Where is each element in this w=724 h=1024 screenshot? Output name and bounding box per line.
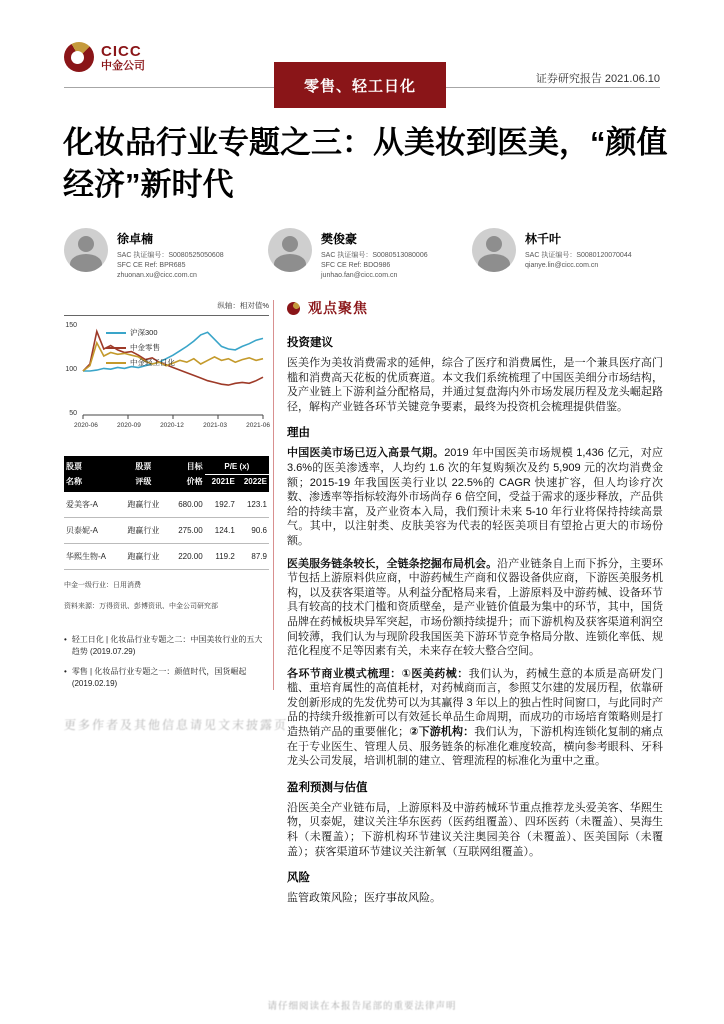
pe-2021: 192.7	[205, 492, 237, 518]
legend-item	[106, 342, 175, 353]
paragraph-reason-2: 医美服务链条较长，全链条挖掘布局机会。沿产业链条自上而下拆分，主要环节包括上游原料供应商，中游药械生产商和仪器设备供应商，下游医美服务机构，以及获客渠道等。从利益分配格局来看，上游原料及中游药械、设备环节具有较高的技术门槛和资质壁垒，是产业链价值最为集中的环节，其中，国货品牌在药械板块异军突起，市场份额持续提升；而下游机构及获客渠道利润空间较薄，我们认为与现阶段我国医美下游环节竞争格局分散、连锁化率低、规范化程度不足等因素有关，未来存在较大整合空间。	[287, 557, 664, 658]
col-header: 目标	[166, 456, 204, 474]
table-row	[64, 544, 269, 570]
x-tick: 2021-06	[246, 422, 270, 429]
stock-rating: 跑赢行业	[120, 492, 166, 518]
target-price: 680.00	[166, 492, 204, 518]
pe-2021: 119.2	[205, 544, 237, 570]
col-header: 股票	[64, 456, 120, 474]
analyst-name: 林千叶	[525, 232, 562, 246]
paragraph-investment-advice: 医美作为美妆消费需求的延伸，综合了医疗和消费属性，是一个兼具医疗高门槛和消费高天花板的优质赛道。本文我们系统梳理了中国医美细分市场结构，及产业链上下游利益分配格局，并通过复盘海内外市场发展历程及龙头崛起路径，解构产业链各环节关键竞争要素，最终为投资机会梳理提供借鉴。	[287, 357, 663, 413]
col-header: 2022E	[237, 474, 269, 492]
legend-label: 中金零售	[130, 343, 160, 352]
col-header: 名称	[64, 474, 120, 492]
performance-chart	[64, 322, 269, 438]
legend-label: 沪深300	[130, 328, 158, 337]
report-link: 零售 | 化妆品行业专题之一：颜值时代，国货崛起 (2019.02.19)	[71, 667, 247, 688]
chart-axis-note: 纵轴：相对值%	[217, 301, 269, 310]
x-tick: 2020-09	[117, 422, 141, 429]
paragraph-reason-3: 各环节商业模式梳理：①医美药械：我们认为，药械生意的本质是高研发门槛、重培育属性的高值耗材，对药械商而言，参照艾尔建的发展历程，依靠研发创新形成的先发优势可以为其赢得 3 年以上的独占性时间窗口，与此同时产品的持续升级推新可以有效延长单品生命周期，而成功的市场培育策略则是打造热销产品的重要催化；②下游机构：我们认为，下游机构连锁化复制的痛点在于专业医生、管理人员、服务链条的标准化难度较高，横向参考眼科、牙科龙头公司发展，培训机制的建立、管理流程的标准化为重中之重。	[287, 667, 663, 768]
analyst-photo	[64, 228, 108, 272]
heading-reason: 理由	[287, 427, 310, 440]
list-item	[64, 666, 269, 690]
table-row	[64, 492, 269, 518]
analyst-sac: SAC 执证编号：S0080120070044	[525, 252, 632, 259]
paragraph-risk: 监管政策风险；医疗事故风险。	[287, 892, 441, 905]
legend-item	[106, 357, 175, 368]
paragraph-reason-1: 中国医美市场已迈入高景气期。2019 年中国医美市场规模 1,436 亿元，对应 3.6%的医美渗透率，人均约 1.6 次的年复购频次及约 5,909 元的次均消费金额；2015-19 年我国医美行业以 22.5%的 CAGR 快速扩容，但人均诊疗次数、渗透率等指标较海外市场尚存 6 倍空间，受益于需求的逐步释放，产品供给的持续丰富，及产业资本入局，我们预计未来 5-10 年行业将保持持续高景气。其中，以注射类、皮肤美容为代表的轻医美项目有望抢占更大的市场份额。	[287, 447, 663, 547]
heading-investment-advice: 投资建议	[287, 337, 333, 349]
logo-text-cn: 中金公司	[101, 60, 145, 72]
analysts-row	[64, 228, 676, 281]
section-title: 观点聚焦	[308, 300, 368, 316]
paragraph-profit-forecast: 沿医美全产业链布局，上游原料及中游药械环节重点推荐龙头爱美客、华熙生物，贝泰妮，建议关注华东医药（医药组覆盖）、四环医药（未覆盖）、昊海生科（未覆盖）；下游机构环节建议关注奥园美谷（未覆盖）、医美国际（未覆盖）；获客渠道环节建议关注新氧（互联网组覆盖）。	[287, 801, 663, 858]
analyst-photo	[268, 228, 312, 272]
table-note-industry: 中金一级行业：日用消费	[64, 582, 141, 589]
main-content	[287, 298, 663, 914]
analyst-sfc: SFC CE Ref: BDO986	[321, 262, 391, 269]
col-header: 2021E	[205, 474, 237, 492]
analyst-email: zhuonan.xu@cicc.com.cn	[117, 272, 197, 279]
target-price: 220.00	[166, 544, 204, 570]
stock-rating: 跑赢行业	[120, 544, 166, 570]
chart-top-rule	[64, 315, 269, 316]
stock-name: 华熙生物-A	[64, 544, 120, 570]
x-tick: 2020-12	[160, 422, 184, 429]
y-tick: 50	[69, 410, 77, 417]
industry-banner: 零售、轻工日化	[274, 62, 446, 108]
pe-2022: 123.1	[237, 492, 269, 518]
section-header	[287, 298, 663, 318]
heading-risk: 风险	[287, 872, 310, 885]
sidebar	[63, 300, 289, 733]
col-header-pe: P/E (x)	[205, 456, 269, 474]
disclosure-watermark: 更多作者及其他信息请见文末披露页	[63, 718, 289, 732]
table-row	[64, 518, 269, 544]
pe-2022: 87.9	[237, 544, 269, 570]
cicc-logo-icon	[64, 42, 94, 72]
heading-profit-forecast: 盈利预测与估值	[287, 781, 368, 794]
analyst-sfc: SFC CE Ref: BPR685	[117, 262, 186, 269]
analyst-card	[472, 228, 676, 281]
legal-footer: 请仔细阅读在本报告尾部的重要法律声明	[267, 1001, 457, 1012]
pe-2022: 90.6	[237, 518, 269, 544]
analyst-sac: SAC 执证编号：S0080525050608	[117, 252, 224, 259]
analyst-name: 徐卓楠	[117, 232, 154, 246]
legend-swatch-lightindustry	[106, 362, 126, 364]
related-reports	[64, 634, 269, 690]
analyst-email: qianye.lin@cicc.com.cn	[525, 262, 599, 269]
stock-name: 贝泰妮-A	[64, 518, 120, 544]
cicc-dot-icon	[287, 302, 300, 315]
bullet-icon: •	[64, 635, 67, 644]
table-note-source: 资料来源：万得资讯、彭博资讯、中金公司研究部	[64, 603, 218, 610]
logo-text-en: CICC	[101, 43, 142, 60]
col-header: 价格	[166, 474, 204, 492]
cicc-logo	[64, 42, 145, 72]
bullet-icon: •	[64, 667, 67, 676]
legend-item	[106, 327, 175, 338]
analyst-photo	[472, 228, 516, 272]
x-tick: 2020-06	[74, 422, 98, 429]
analyst-email: junhao.fan@cicc.com.cn	[321, 272, 398, 279]
legend-swatch-hs300	[106, 332, 126, 334]
stock-ratings-table	[64, 456, 269, 570]
column-divider	[273, 300, 274, 690]
stock-name: 爱美客-A	[64, 492, 120, 518]
target-price: 275.00	[166, 518, 204, 544]
analyst-card	[64, 228, 268, 281]
page-title: 化妆品行业专题之三：从美妆到医美，“颜值经济”新时代	[63, 125, 668, 202]
col-header: 股票	[120, 456, 166, 474]
analyst-card	[268, 228, 472, 281]
x-axis-labels	[74, 422, 270, 429]
legend-label: 中金轻工日化	[130, 358, 175, 367]
analyst-sac: SAC 执证编号：S0080513080006	[321, 252, 428, 259]
x-tick: 2021-03	[203, 422, 227, 429]
y-tick: 100	[65, 366, 77, 373]
report-link: 轻工日化 | 化妆品行业专题之二：中国美妆行业的五大趋势 (2019.07.29)	[71, 635, 263, 656]
pe-2021: 124.1	[205, 518, 237, 544]
chart-legend	[106, 327, 175, 372]
stock-rating: 跑赢行业	[120, 518, 166, 544]
y-tick: 150	[65, 322, 77, 329]
col-header: 评级	[120, 474, 166, 492]
legend-swatch-retail	[106, 347, 126, 349]
analyst-name: 樊俊豪	[321, 232, 358, 246]
list-item	[64, 634, 269, 658]
report-type-date: 证券研究报告 2021.06.10	[535, 73, 660, 85]
